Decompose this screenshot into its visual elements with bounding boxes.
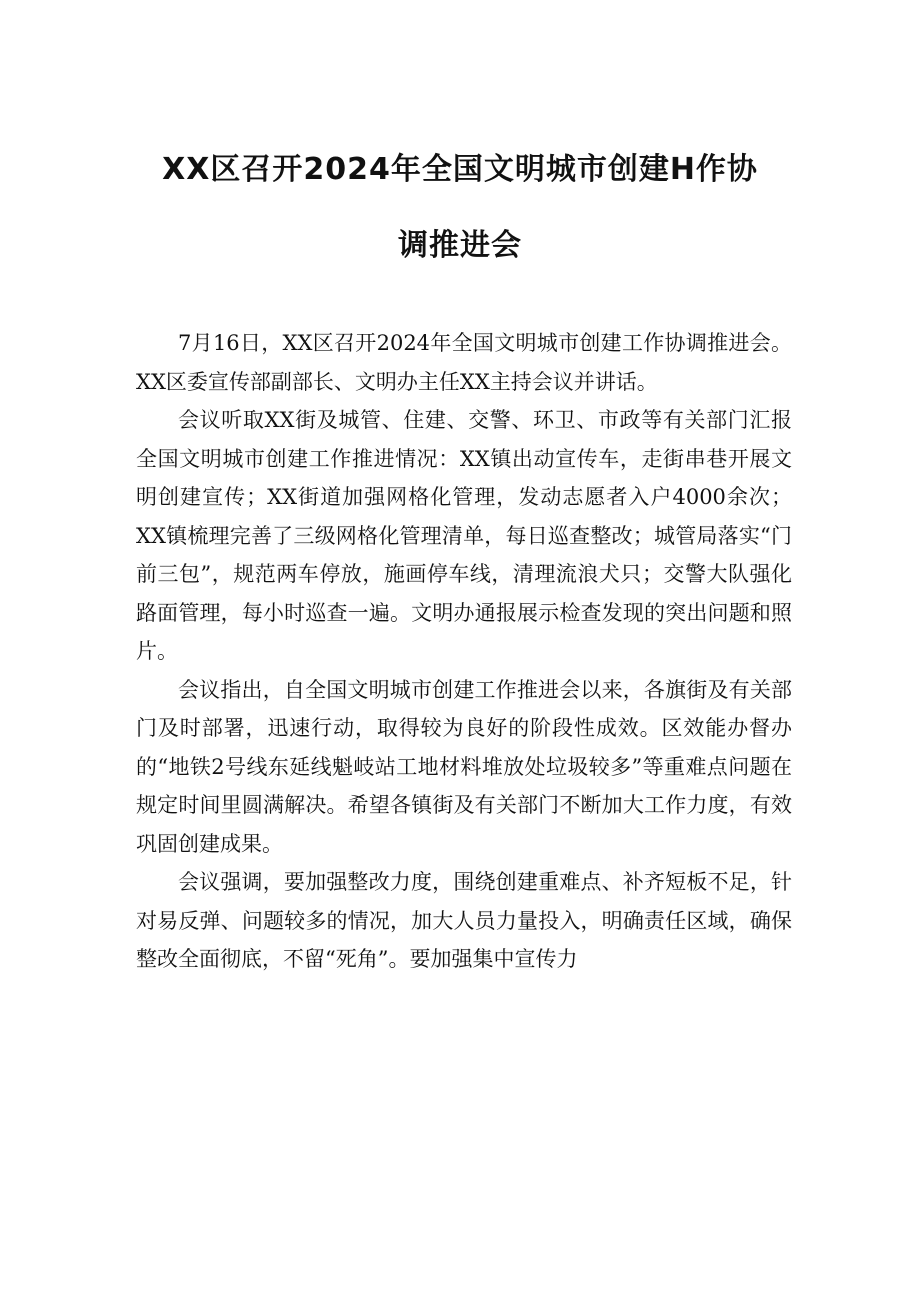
document-title-line-2: 调推进会 [398,228,522,263]
paragraph-1: 7月16日，XX区召开2024年全国文明城市创建工作协调推进会。XX区委宣传部副部长、文明办主任XX主持会议并讲话。 [136,331,792,394]
paragraph-3: 会议指出，自全国文明城市创建工作推进会以来，各旗街及有关部门及时部署，迅速行动，取得较为良好的阶段性成效。区效能办督办的“地铁2号线东延线魁岐站工地材料堆放处垃圾较多”等重难点问题在规定时间里圆满解决。希望各镇街及有关部门不断加大工作力度，有效巩固创建成果。 [136,677,792,856]
document-body [136,324,792,979]
paragraph-4: 会议强调，要加强整改力度，围绕创建重难点、补齐短板不足，针对易反弹、问题较多的情况，加大人员力量投入，明确责任区域，确保整改全面彻底，不留“死角”。要加强集中宣传力 [136,870,792,971]
document-title-line-1: XX区召开2024年全国文明城市创建H作协 [162,152,758,187]
paragraph-2: 会议听取XX街及城管、住建、交警、环卫、市政等有关部门汇报全国文明城市创建工作推进情况：XX镇出动宣传车，走街串巷开展文明创建宣传；XX街道加强网格化管理，发动志愿者入户4000余次；XX镇梳理完善了三级网格化管理清单，每日巡查整改；城管局落实“门前三包”，规范两车停放，施画停车线，清理流浪犬只；交警大队强化路面管理，每小时巡查一遍。文明办通报展示检查发现的突出问题和照片。 [136,408,792,663]
